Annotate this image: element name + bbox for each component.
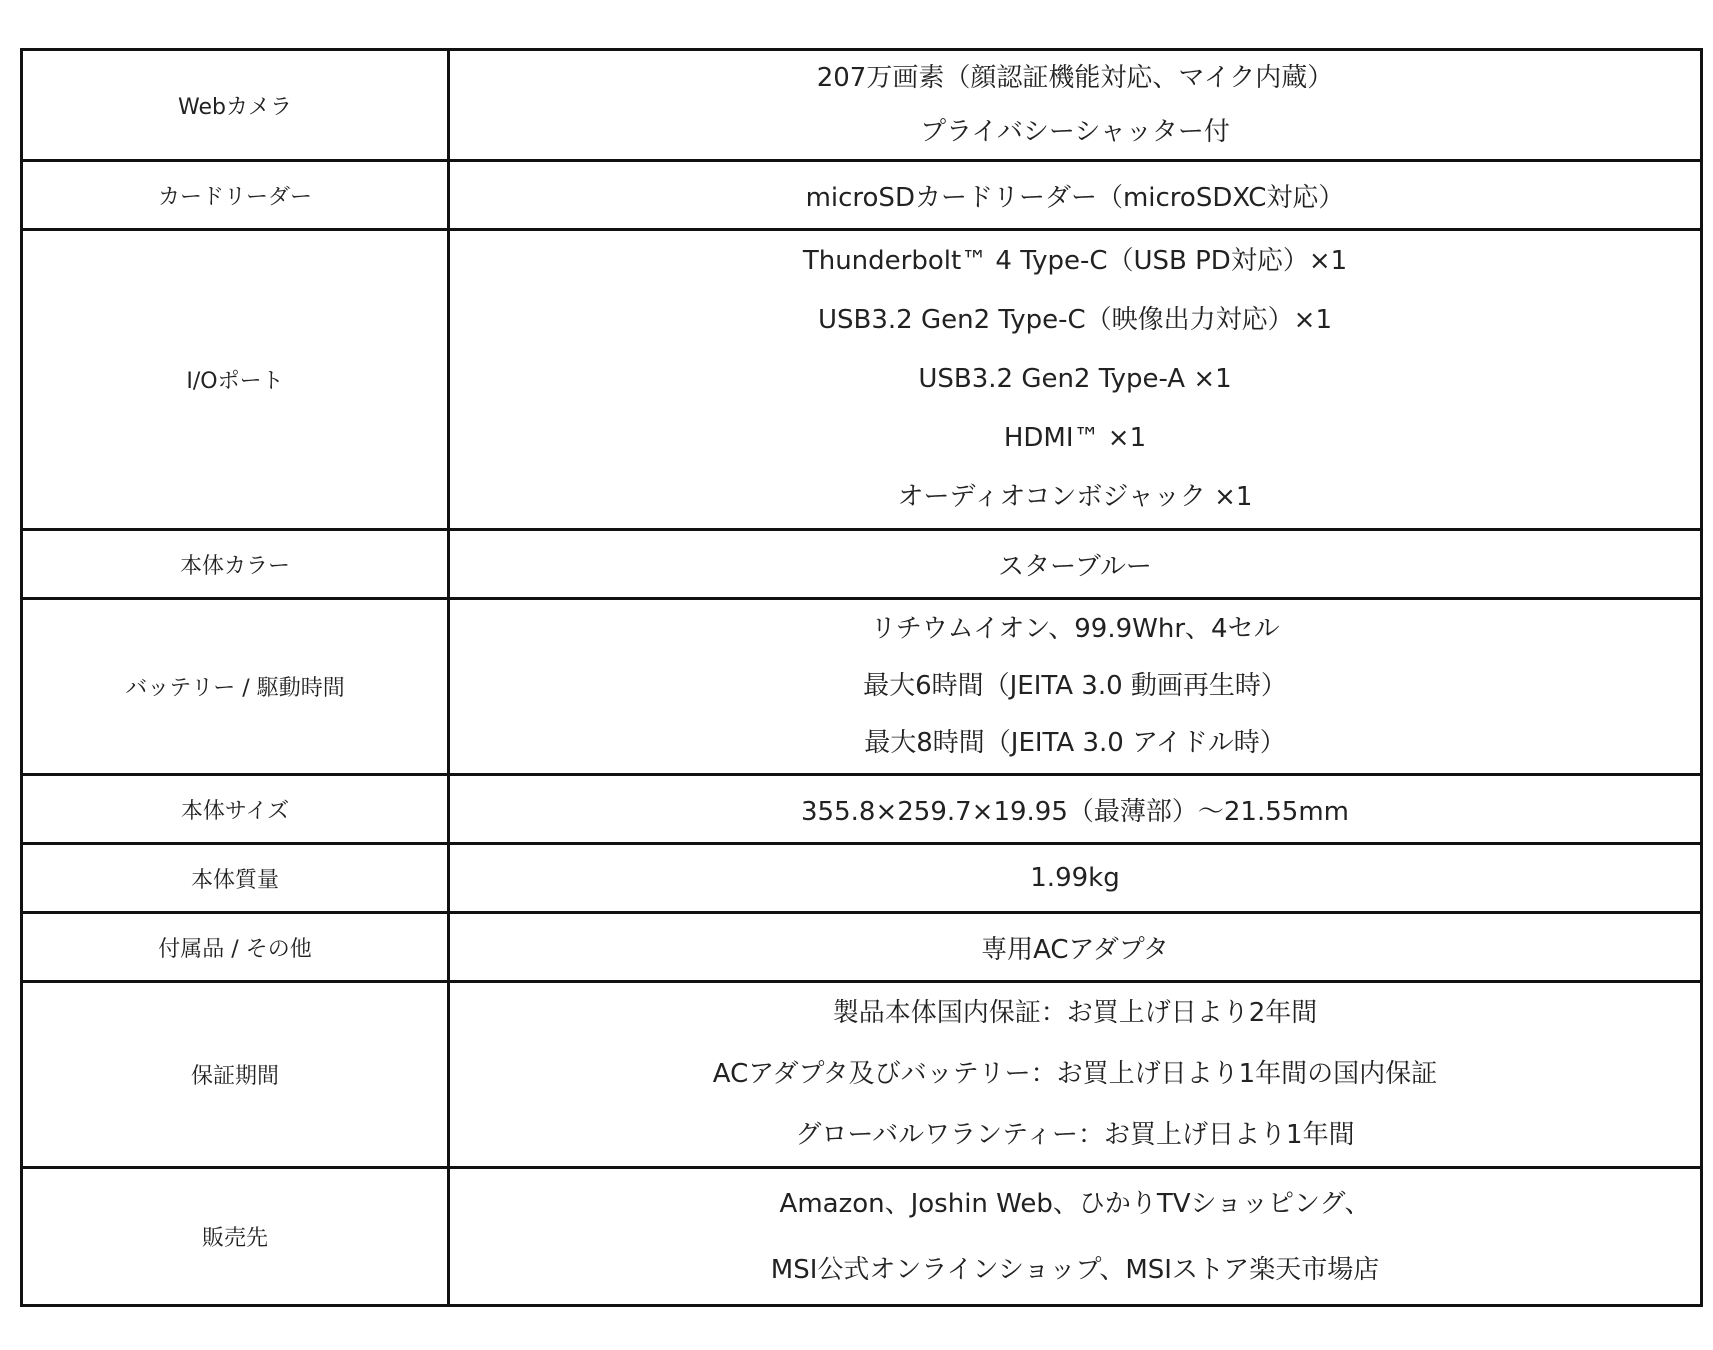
row-label: カードリーダー <box>22 161 449 230</box>
table-row-body-size <box>22 775 1702 844</box>
table-row-card-reader <box>22 161 1702 230</box>
row-label: 保証期間 <box>22 982 449 1168</box>
value-line: microSDカードリーダー（microSDXC対応） <box>805 182 1345 213</box>
table-row-body-color <box>22 530 1702 599</box>
value-line: オーディオコンボジャック ×1 <box>897 482 1253 512</box>
value-line: 355.8×259.7×19.95（最薄部）～21.55mm <box>801 796 1349 827</box>
row-value <box>449 1168 1702 1306</box>
row-label: 販売先 <box>22 1168 449 1306</box>
value-line: 製品本体国内保証：お買上げ日より2年間 <box>832 998 1318 1028</box>
row-label: Webカメラ <box>22 50 449 161</box>
value-line: 最大8時間（JEITA 3.0 アイドル時） <box>864 728 1286 758</box>
value-line: Thunderbolt™ 4 Type-C（USB PD対応）×1 <box>802 246 1348 276</box>
table-row-battery <box>22 599 1702 775</box>
row-value <box>449 982 1702 1168</box>
table-row-webcam <box>22 50 1702 161</box>
table-row-warranty <box>22 982 1702 1168</box>
row-value <box>449 775 1702 844</box>
value-line: リチウムイオン、99.9Whr、4セル <box>870 614 1280 644</box>
value-line: スターブルー <box>998 551 1152 582</box>
table-row-retailers <box>22 1168 1702 1306</box>
row-label: I/Oポート <box>22 230 449 530</box>
value-line: Amazon、Joshin Web、ひかりTVショッピング、 <box>779 1188 1371 1219</box>
value-line: 1.99kg <box>1030 863 1120 893</box>
row-label: 付属品 / その他 <box>22 913 449 982</box>
row-value <box>449 599 1702 775</box>
value-line: 最大6時間（JEITA 3.0 動画再生時） <box>863 671 1287 701</box>
row-value <box>449 230 1702 530</box>
value-line: 207万画素（顔認証機能対応、マイク内蔵） <box>816 63 1334 93</box>
row-label: 本体質量 <box>22 844 449 913</box>
table-row-io-ports <box>22 230 1702 530</box>
row-label: 本体カラー <box>22 530 449 599</box>
row-value <box>449 161 1702 230</box>
value-line: MSI公式オンラインショップ、MSIストア楽天市場店 <box>770 1254 1380 1285</box>
table-row-accessories <box>22 913 1702 982</box>
row-value <box>449 50 1702 161</box>
value-line: USB3.2 Gen2 Type-A ×1 <box>918 364 1232 394</box>
table-row-body-weight <box>22 844 1702 913</box>
row-label: バッテリー / 駆動時間 <box>22 599 449 775</box>
row-value <box>449 530 1702 599</box>
row-value <box>449 844 1702 913</box>
row-value <box>449 913 1702 982</box>
value-line: グローバルワランティー：お買上げ日より1年間 <box>795 1120 1355 1150</box>
value-line: ACアダプタ及びバッテリー：お買上げ日より1年間の国内保証 <box>712 1059 1438 1089</box>
value-line: プライバシーシャッター付 <box>920 117 1230 147</box>
spec-table <box>20 48 1703 1307</box>
value-line: 専用ACアダプタ <box>981 934 1169 965</box>
value-line: USB3.2 Gen2 Type-C（映像出力対応）×1 <box>818 305 1332 335</box>
value-line: HDMI™ ×1 <box>1003 423 1147 453</box>
row-label: 本体サイズ <box>22 775 449 844</box>
